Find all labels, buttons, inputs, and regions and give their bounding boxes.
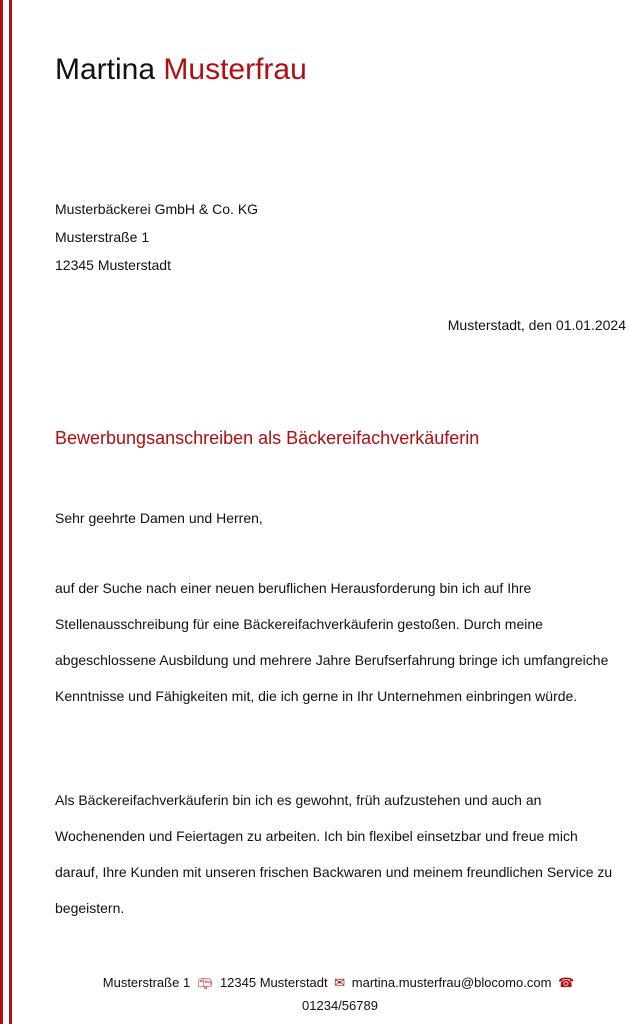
mailbox-icon: 📪︎ bbox=[196, 976, 214, 991]
recipient-company: Musterbäckerei GmbH & Co. KG bbox=[55, 201, 259, 217]
recipient-street: Musterstraße 1 bbox=[55, 229, 150, 245]
footer-phone: 01234/56789 bbox=[302, 998, 378, 1013]
footer-street: Musterstraße 1 bbox=[102, 975, 191, 990]
left-accent-bar bbox=[0, 0, 3, 1024]
footer-contact bbox=[70, 972, 610, 1017]
envelope-icon: ✉︎ bbox=[334, 976, 346, 991]
salutation: Sehr geehrte Damen und Herren, bbox=[55, 510, 263, 526]
letter-subject: Bewerbungsanschreiben als Bäckereifachverkäuferin bbox=[55, 428, 480, 448]
sender-name bbox=[55, 52, 307, 88]
body-paragraph-2: Als Bäckereifachverkäuferin bin ich es gewohnt, früh aufzustehen und auch an Wochenenden und Feiertagen zu arbeiten. Ich bin flexibel einsetzbar und freue mich darauf, Ihre Kunden mit unseren frischen Backwaren und meinem freundlichen Service zu begeistern. bbox=[55, 792, 613, 916]
recipient-address bbox=[55, 195, 258, 279]
recipient-city: 12345 Musterstadt bbox=[55, 257, 171, 273]
phone-icon: ☎︎ bbox=[558, 976, 575, 991]
footer-city: 12345 Musterstadt bbox=[219, 975, 328, 990]
date-line: Musterstadt, den 01.01.2024 bbox=[447, 317, 626, 333]
left-accent-bar-inner bbox=[9, 0, 12, 1024]
sender-first-name: Martina bbox=[55, 53, 156, 86]
footer-email: martina.musterfrau@blocomo.com bbox=[351, 975, 552, 990]
body-paragraph-1: auf der Suche nach einer neuen beruflichen Herausforderung bin ich auf Ihre Stellenausschreibung für eine Bäckereifachverkäuferin gestoßen. Durch meine abgeschlossene Ausbildung und mehrere Jahre Berufserfahrung bringe ich umfangreiche Kenntnisse und Fähigkeiten mit, die ich gerne in Ihr Unternehmen einbringen würde. bbox=[55, 580, 609, 704]
sender-last-name: Musterfrau bbox=[163, 53, 307, 86]
